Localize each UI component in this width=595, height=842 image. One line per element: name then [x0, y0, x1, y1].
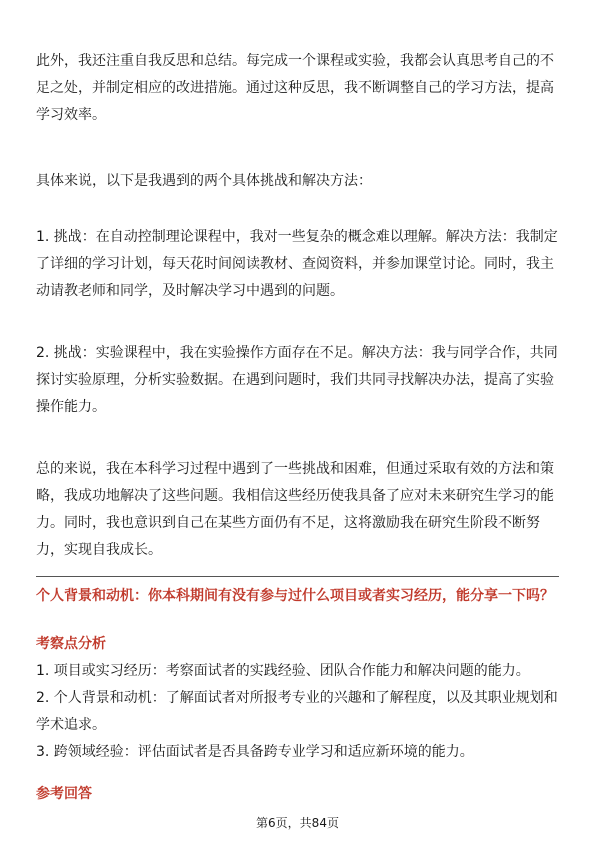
body-paragraph-intro: 具体来说，以下是我遇到的两个具体挑战和解决方法： [36, 173, 372, 189]
section-divider [36, 576, 559, 577]
body-paragraph-challenge-1: 1. 挑战：在自动控制理论课程中，我对一些复杂的概念难以理解。解决方法：我制定了详细的学习计划，每天花时间阅读教材、查阅资料，并参加课堂讨论。同时，我主动请教老师和同学，及时解决学习中遇到的问题。 [36, 229, 558, 299]
analysis-item: 3. 跨领域经验：评估面试者是否具备跨专业学习和适应新环境的能力。 [36, 744, 474, 760]
page-footer: 第6页，共84页 [256, 816, 339, 830]
body-paragraph-reflection: 此外，我还注重自我反思和总结。每完成一个课程或实验，我都会认真思考自己的不足之处，并制定相应的改进措施。通过这种反思，我不断调整自己的学习方法，提高学习效率。 [36, 53, 554, 123]
analysis-heading: 考察点分析 [36, 636, 106, 652]
analysis-item: 1. 项目或实习经历：考察面试者的实践经验、团队合作能力和解决问题的能力。 [36, 663, 530, 679]
analysis-list [36, 658, 563, 766]
interview-question: 个人背景和动机：你本科期间有没有参与过什么项目或者实习经历，能分享一下吗？ [36, 588, 554, 604]
answer-heading: 参考回答 [36, 786, 92, 802]
analysis-item: 2. 个人背景和动机：了解面试者对所报考专业的兴趣和了解程度，以及其职业规划和学术追求。 [36, 690, 558, 733]
body-paragraph-challenge-2: 2. 挑战：实验课程中，我在实验操作方面存在不足。解决方法：我与同学合作，共同探讨实验原理，分析实验数据。在遇到问题时，我们共同寻找解决办法，提高了实验操作能力。 [36, 345, 558, 415]
body-paragraph-summary: 总的来说，我在本科学习过程中遇到了一些挑战和困难，但通过采取有效的方法和策略，我成功地解决了这些问题。我相信这些经历使我具备了应对未来研究生学习的能力。同时，我也意识到自己在某些方面仍有不足，这将激励我在研究生阶段不断努力，实现自我成长。 [36, 461, 554, 558]
